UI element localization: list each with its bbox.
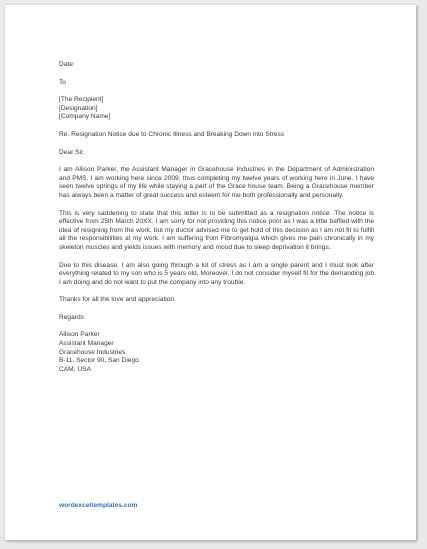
letter-body <box>59 61 374 374</box>
subject-line: Re. Resignation Notice due to Chronic Illness and Breaking Down into Stress <box>59 130 285 138</box>
date-label: Date: <box>59 61 75 68</box>
recipient-block <box>59 96 374 122</box>
signature-title: Assistant Manager <box>59 340 114 348</box>
signature-location: CAM, USA <box>59 365 91 373</box>
paragraph-thanks: Thanks for all the love and appreciation. <box>59 296 176 304</box>
to-label: To <box>59 78 66 86</box>
recipient-company: [Company Name] <box>59 113 111 121</box>
website-footer: wordexceltemplates.com <box>59 502 138 509</box>
signature-company: Gracehouse Industries <box>59 348 126 356</box>
salutation: Dear Sir, <box>59 148 85 156</box>
recipient-designation: [Designation] <box>59 104 98 112</box>
paragraph-stress: Due to this disease, I am also going through a lot of stress as I am a single parent and I must look after everything related to my son who is 5 years old. Moreover, I do not consider myself fit for the demanding job I am doing and do not want to put the company into any trouble. <box>59 261 374 286</box>
paragraph-introduction: I am Allison Parker, the Assistant Manager in Gracehouse Industries in the Department of Administration and PMS. I am working here since 2009, thus completing my twelve years of working here in June. I have seen twelve springs of my life while staying a part of the Grace house team. Being a Gracehouse member has always been a matter of great success and esteem for me both professionally and personally. <box>59 166 374 199</box>
closing: Regards <box>59 313 84 321</box>
paragraph-resignation: This is very saddening to state that this letter is to be submitted as a resignation notice. The notice is effective from 25th March 20XX. I am sorry for not providing this notice prior as I was a little baffled with the idea of resigning from the work, but my doctor advised me to get hold of this decision as I am not fit to fulfill all the responsibilities at my work. I am suffering from Fibromyalgia which gives me pain chronically in my skeleton muscles and yields issues with memory and mood due to sleep deprivation it brings. <box>59 209 374 251</box>
signature-block <box>59 331 374 374</box>
recipient-name: [The Recipient] <box>59 96 104 104</box>
letter-page <box>5 5 416 540</box>
signature-name: Allison Parker <box>59 331 100 339</box>
signature-address: B-11, Sector 90, San Diego <box>59 357 139 365</box>
